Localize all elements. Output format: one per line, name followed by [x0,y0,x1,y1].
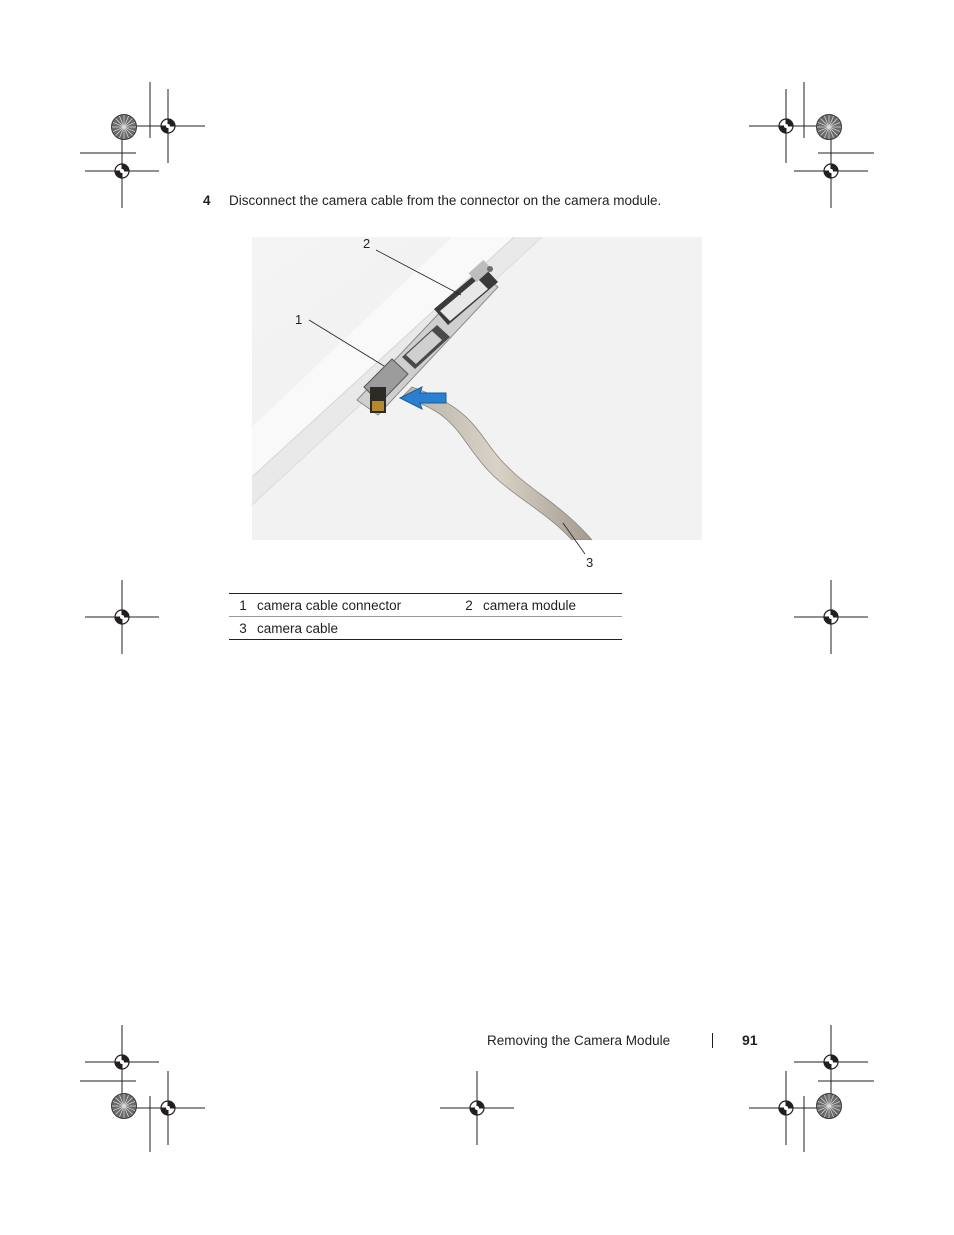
starburst-calibration-icon [817,1094,842,1119]
legend-label: camera cable connector [257,597,402,613]
legend-label [483,617,622,640]
page-number: 91 [742,1032,758,1048]
registration-mark-icon [131,1071,205,1145]
starburst-calibration-icon [112,115,137,140]
footer-section-title: Removing the Camera Module [487,1033,671,1048]
legend-label: camera cable [257,617,455,640]
registration-mark-icon [794,580,868,654]
registration-mark-icon [85,134,159,208]
table-row [229,594,622,617]
callout-1: 1 [295,312,303,327]
legend-label: camera module [483,597,577,613]
legend-number: 2 [465,597,473,613]
registration-mark-icon [749,1071,823,1145]
legend-number [455,617,483,640]
callout-2: 2 [363,236,371,251]
registration-mark-icon [794,1025,868,1099]
footer-divider [712,1033,713,1048]
registration-mark-icon [85,580,159,654]
step-number: 4 [203,193,211,208]
legend-number: 3 [229,617,257,640]
registration-mark-icon [794,134,868,208]
table-row [229,617,622,640]
callout-legend-table [229,593,622,640]
registration-mark-icon [85,1025,159,1099]
registration-mark-icon [749,89,823,163]
step-text: Disconnect the camera cable from the connector on the camera module. [229,193,662,208]
registration-mark-icon [440,1071,514,1145]
registration-mark-icon [131,89,205,163]
callout-3: 3 [586,555,594,570]
starburst-calibration-icon [817,115,842,140]
camera-module-photo [252,237,702,540]
starburst-calibration-icon [112,1094,137,1119]
legend-number: 1 [239,597,247,613]
